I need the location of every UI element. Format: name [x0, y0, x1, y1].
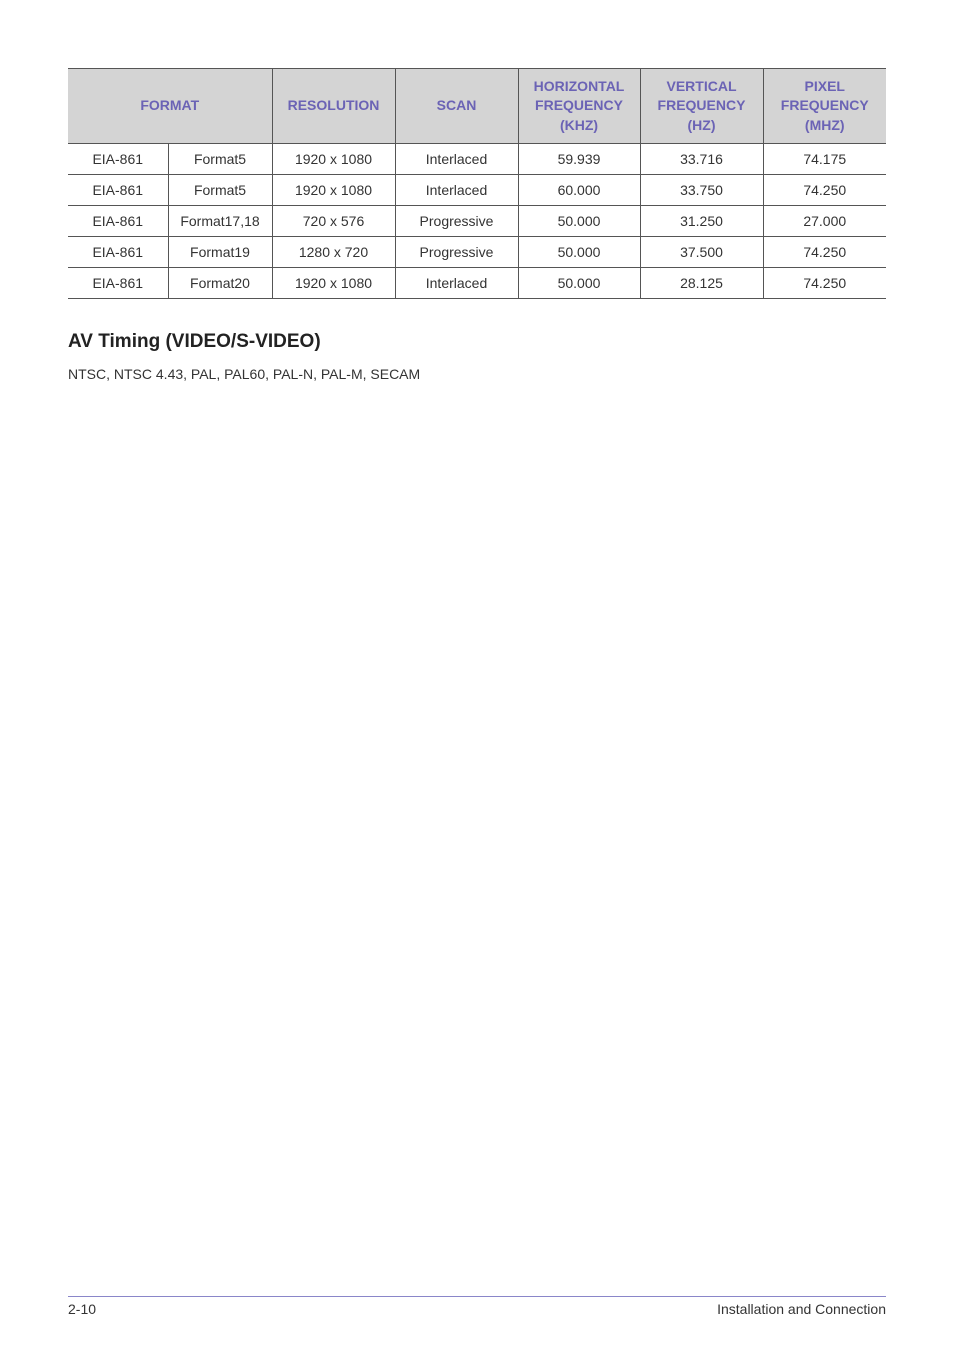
cell-pixel-frequency: 74.175: [763, 144, 886, 175]
cell-resolution: 1280 x 720: [272, 237, 395, 268]
cell-pixel-frequency: 74.250: [763, 268, 886, 299]
header-resolution: RESOLUTION: [272, 69, 395, 144]
cell-vertical-frequency: 28.125: [640, 268, 763, 299]
header-hfreq-line1: HORIZONTAL: [533, 77, 625, 94]
cell-pixel-frequency: 27.000: [763, 206, 886, 237]
table-row: [68, 175, 886, 206]
cell-scan: Progressive: [395, 206, 518, 237]
cell-horizontal-frequency: 59.939: [518, 144, 640, 175]
cell-format: Format5: [168, 144, 272, 175]
header-hfreq-line3: (KHZ): [559, 116, 599, 133]
cell-resolution: 1920 x 1080: [272, 175, 395, 206]
footer-chapter-title: Installation and Connection: [717, 1301, 886, 1317]
cell-scan: Interlaced: [395, 175, 518, 206]
table-header-row: [68, 69, 886, 144]
header-pixel-frequency: [763, 69, 886, 144]
table-row: [68, 268, 886, 299]
header-horizontal-frequency: [518, 69, 640, 144]
cell-standard: EIA-861: [68, 268, 168, 299]
cell-pixel-frequency: 74.250: [763, 175, 886, 206]
cell-standard: EIA-861: [68, 144, 168, 175]
cell-format: Format19: [168, 237, 272, 268]
header-pfreq-line3: (MHZ): [804, 116, 845, 133]
cell-format: Format20: [168, 268, 272, 299]
cell-vertical-frequency: 33.716: [640, 144, 763, 175]
cell-resolution: 720 x 576: [272, 206, 395, 237]
cell-scan: Progressive: [395, 237, 518, 268]
footer-divider: [68, 1296, 886, 1297]
cell-resolution: 1920 x 1080: [272, 144, 395, 175]
cell-vertical-frequency: 31.250: [640, 206, 763, 237]
header-vfreq-line1: VERTICAL: [666, 77, 737, 94]
cell-standard: EIA-861: [68, 206, 168, 237]
cell-horizontal-frequency: 60.000: [518, 175, 640, 206]
header-scan: SCAN: [395, 69, 518, 144]
header-pfreq-line2: FREQUENCY: [780, 97, 869, 114]
section-body-text: NTSC, NTSC 4.43, PAL, PAL60, PAL-N, PAL-M, SECAM: [68, 366, 421, 382]
cell-horizontal-frequency: 50.000: [518, 206, 640, 237]
header-vfreq-line3: (HZ): [687, 116, 716, 133]
cell-scan: Interlaced: [395, 268, 518, 299]
timing-table: [68, 68, 886, 299]
header-hfreq-line2: FREQUENCY: [535, 97, 623, 114]
cell-vertical-frequency: 33.750: [640, 175, 763, 206]
header-format: FORMAT: [68, 69, 272, 144]
header-pfreq-line1: PIXEL: [804, 77, 845, 94]
cell-vertical-frequency: 37.500: [640, 237, 763, 268]
header-vfreq-line2: FREQUENCY: [657, 97, 746, 114]
table-row: [68, 206, 886, 237]
table-row: [68, 144, 886, 175]
footer-page-number: 2-10: [68, 1301, 97, 1317]
header-vertical-frequency: [640, 69, 763, 144]
cell-pixel-frequency: 74.250: [763, 237, 886, 268]
cell-standard: EIA-861: [68, 175, 168, 206]
cell-format: Format5: [168, 175, 272, 206]
cell-horizontal-frequency: 50.000: [518, 268, 640, 299]
cell-resolution: 1920 x 1080: [272, 268, 395, 299]
cell-scan: Interlaced: [395, 144, 518, 175]
table-row: [68, 237, 886, 268]
cell-standard: EIA-861: [68, 237, 168, 268]
section-heading: AV Timing (VIDEO/S-VIDEO): [68, 331, 321, 352]
cell-format: Format17,18: [168, 206, 272, 237]
cell-horizontal-frequency: 50.000: [518, 237, 640, 268]
